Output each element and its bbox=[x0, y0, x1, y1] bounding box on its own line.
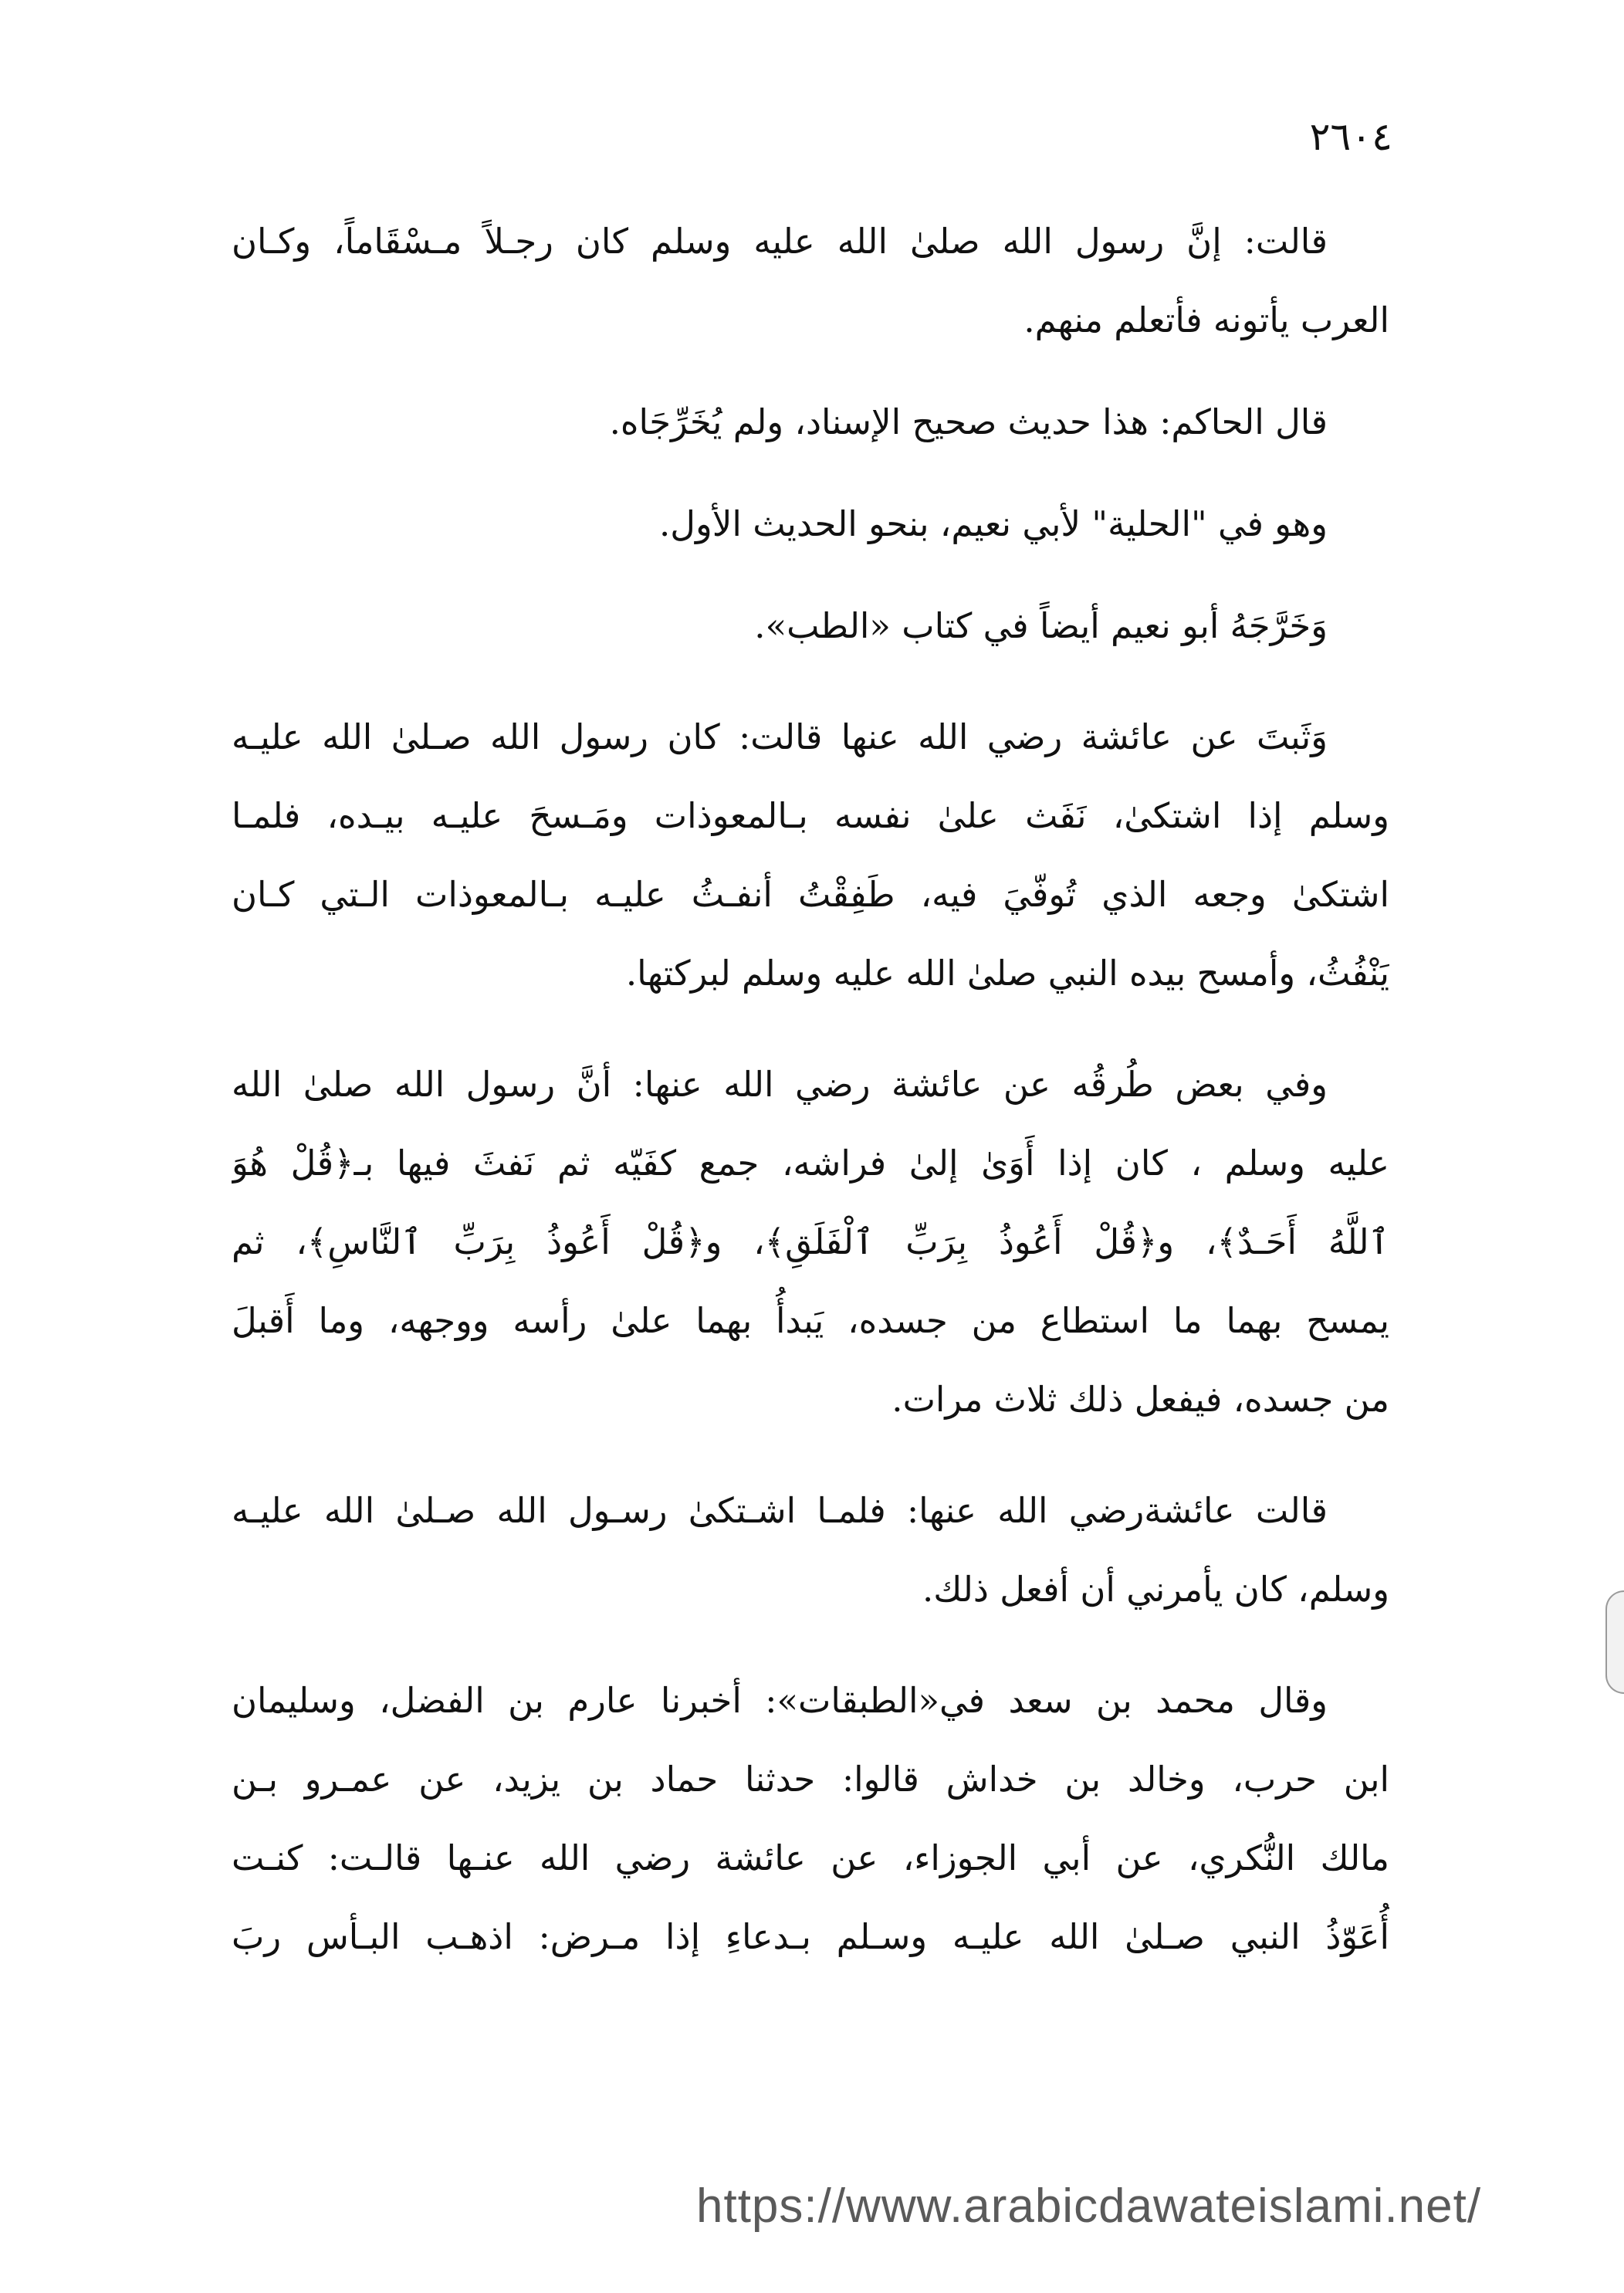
paragraph bbox=[232, 1472, 1389, 1629]
text-line: ابن حرب، وخالد بن خداش قالوا: حدثنا حماد بن يزيد، عن عمـرو بـن bbox=[232, 1759, 1389, 1800]
paragraph bbox=[232, 1661, 1389, 1976]
text-line: وسلم، كان يأمرني أن أفعل ذلك. bbox=[922, 1569, 1389, 1610]
text-line: العرب يأتونه فأتعلم منهم. bbox=[1023, 300, 1389, 340]
text-line: وَثَبتَ عن عائشة رضي الله عنها قالت: كان رسول الله صـلىٰ الله عليـه bbox=[232, 716, 1328, 757]
text-line: وقال محمد بن سعد في«الطبقات»: أخبرنا عارم بن الفضل، وسليمان bbox=[232, 1680, 1328, 1721]
text-line: من جسده، فيفعل ذلك ثلاث مرات. bbox=[892, 1379, 1389, 1420]
text-line: أُعَوّذُ النبي صـلىٰ الله عليـه وسـلم بـدعاءِ إذا مـرض: اذهـب البـأس ربَ bbox=[232, 1916, 1389, 1957]
text-line: يمسح بهما ما استطاع من جسده، يَبدأُ بهما علىٰ رأسه ووجهه، وما أَقبلَ bbox=[232, 1300, 1389, 1341]
paragraph bbox=[232, 587, 1389, 666]
text-line: ٱللَّهُ أَحَـدٌ﴾، و﴿قُلْ أَعُوذُ بِرَبِّ ٱلْفَلَقِ﴾، و﴿قُلْ أَعُوذُ بِرَبِّ ٱلنَّاسِ﴾، ثم bbox=[232, 1221, 1389, 1262]
page-text bbox=[232, 202, 1389, 2000]
text-line: قالت عائشةرضي الله عنها: فلمـا اشـتكىٰ رسـول الله صـلىٰ الله عليـه bbox=[232, 1490, 1328, 1531]
paragraph bbox=[232, 1045, 1389, 1439]
paragraph bbox=[232, 383, 1389, 462]
text-line: قال الحاكم: هذا حديث صحيح الإسناد، ولم يُخَرِّجَاه. bbox=[609, 401, 1328, 442]
text-line: وفي بعض طُرقُه عن عائشة رضي الله عنها: أنَّ رسول الله صلىٰ الله bbox=[232, 1064, 1328, 1105]
text-line: عليه وسلم ، كان إذا أَوَىٰ إلىٰ فراشه، جمع كفَيّه ثم نَفثَ فيها بـ﴿قُلْ هُوَ bbox=[232, 1143, 1389, 1184]
text-line: وسلم إذا اشتكىٰ، نَفَث علىٰ نفسه بـالمعوذات ومَـسحَ عليـه بيـده، فلمـا bbox=[232, 795, 1389, 836]
page-number: ٢٦٠٤ bbox=[1309, 114, 1392, 159]
paragraph bbox=[232, 202, 1389, 360]
text-line: قالت: إنَّ رسول الله صلىٰ الله عليه وسلم كان رجـلاً مـسْقَاماً، وكـان bbox=[232, 221, 1328, 262]
text-line: اشتكىٰ وجعه الذي تُوفّيَ فيه، طَفِقْتُ أنفـثُ عليـه بـالمعوذات الـتي كـان bbox=[232, 874, 1389, 915]
paragraph bbox=[232, 698, 1389, 1013]
text-line: يَنْفُثُ، وأمسح بيده النبي صلىٰ الله عليه وسلم لبركتها. bbox=[625, 953, 1389, 994]
paragraph bbox=[232, 485, 1389, 564]
page-edge-mark bbox=[1605, 1590, 1624, 1694]
text-line: مالك النُّكري، عن أبي الجوزاء، عن عائشة رضي الله عنـها قالـت: كنـت bbox=[232, 1837, 1389, 1878]
text-line: وهو في "الحلية" لأبي نعيم، بنحو الحديث الأول. bbox=[659, 503, 1328, 544]
footer-url: https://www.arabicdawateislami.net/ bbox=[696, 2180, 1482, 2233]
text-line: وَخَرَّجَهُ أبو نعيم أيضاً في كتاب «الطب». bbox=[754, 605, 1328, 646]
